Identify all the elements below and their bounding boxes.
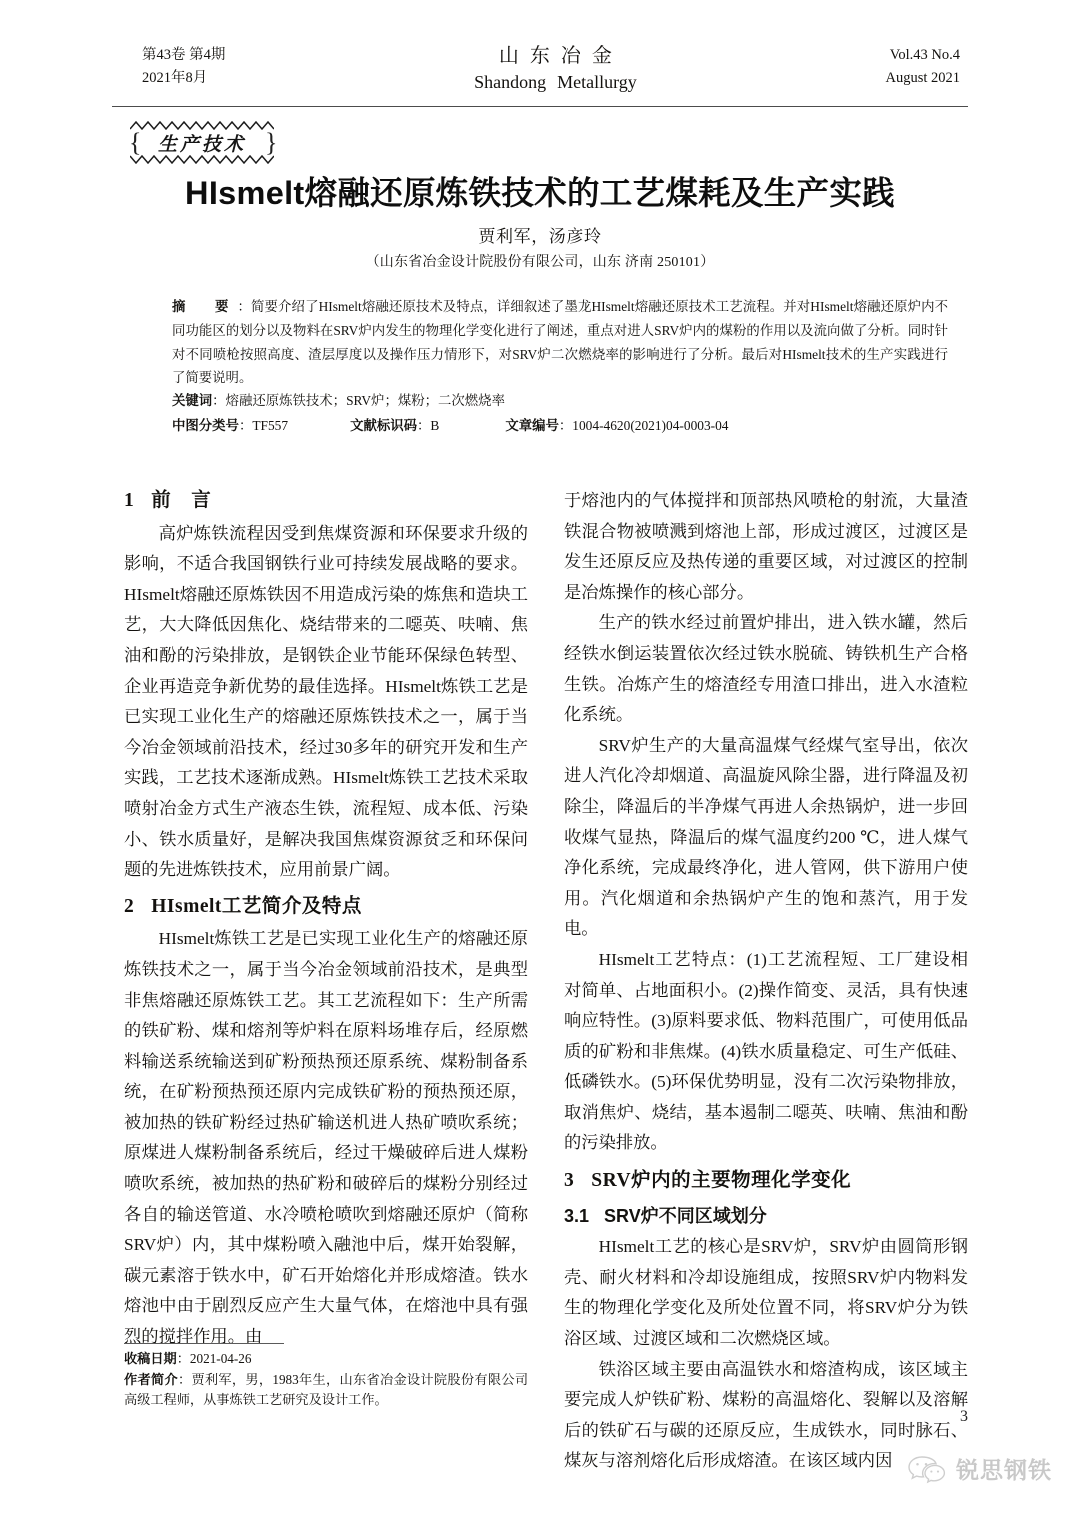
body-column-right bbox=[564, 486, 968, 1477]
clc-number bbox=[172, 414, 288, 437]
article-id-value: ：1004-4620(2021)04-0003-04 bbox=[558, 418, 729, 433]
journal-title-cn: 山东冶金 bbox=[498, 45, 623, 67]
section-heading-3-1 bbox=[564, 1201, 968, 1232]
section-title-1: 前 言 bbox=[151, 490, 212, 511]
received-date-label: 收稿日期 bbox=[124, 1351, 177, 1366]
article-authors: 贾利军，汤彦玲 bbox=[478, 227, 602, 246]
paragraph-s2-1: HIsmelt炼铁工艺是已实现工业化生产的熔融还原炼铁技术之一，属于当今冶金领域前沿技术，是典型非焦熔融还原炼铁工艺。其工艺流程如下：生产所需的铁矿粉、煤和熔剂等炉料在原料场堆存后，经原燃料输送系统输送到矿粉预热预还原系统、煤粉制备系统，在矿粉预热预还原内完成铁矿粉的预热预还原，被加热的铁矿粉经过热矿输送机进人热矿喷吹系统；原煤进人煤粉制备系统后，经过干燥破碎后进人煤粉喷吹系统，被加热的热矿粉和破碎后的煤粉分别经过各自的输送管道、水冷喷枪喷吹到熔融还原炉（简称SRV炉）内，其中煤粉喷入融池中后，煤开始裂解，碳元素溶于铁水中，矿石开始熔化并形成熔渣。铁水熔池中由于剧烈反应产生大量气体，在熔池中具有强烈的搅拌作用。由 bbox=[124, 929, 528, 1347]
abstract-block bbox=[172, 295, 948, 390]
page-number: 3 bbox=[960, 1408, 968, 1425]
article-id-label: 文章编号 bbox=[505, 418, 559, 433]
document-code-label: 文献标识码 bbox=[350, 418, 418, 433]
keywords-line bbox=[172, 389, 948, 412]
volume-issue: 第43卷 第4期 bbox=[142, 47, 226, 63]
issue-date-cn: 2021年8月 bbox=[142, 70, 208, 87]
paragraph-s1-1: 高炉炼铁流程因受到焦煤资源和环保要求升级的影响，不适合我国钢铁行业可持续发展战略的要求。HIsmelt熔融还原炼铁因不用造成污染的炼焦和造块工艺，大大降低因焦化、烧结带来的二噁英、呋喃、焦油和酚的污染排放，是钢铁企业节能环保绿色转型、企业再造竞争新优势的最佳选择。HIsmelt炼铁工艺是已实现工业化生产的熔融还原炼铁技术之一，属于当今冶金领域前沿技术，经过30多年的研究开发和生产实践，工艺技术逐渐成熟。HIsmelt炼铁工艺技术采取喷射冶金方式生产液态生铁，流程短、成本低、污染小、铁水质量好，是解决我国焦煤资源贫乏和环保问题的先进炼铁技术，应用前景广阔。 bbox=[124, 523, 528, 880]
section-heading-2 bbox=[124, 892, 528, 923]
category-badge-label: 生产技术 bbox=[157, 134, 246, 155]
wechat-icon bbox=[907, 1453, 947, 1485]
paragraph-r1: 于熔池内的气体搅拌和顶部热风喷枪的射流，大量渣铁混合物被喷溅到熔池上部，形成过渡区，过渡区是发生还原反应及热传递的重要区域，对过渡区的控制是冶炼操作的核心部分。 bbox=[564, 491, 968, 602]
keywords-text: ：熔融还原炼铁技术；SRV炉；煤粉；二次燃烧率 bbox=[212, 393, 505, 408]
keywords-label: 关键词 bbox=[172, 393, 213, 408]
document-code bbox=[350, 414, 439, 437]
volume-issue-en: Vol.43 No.4 bbox=[889, 47, 960, 63]
section-number-3: 3 bbox=[564, 1170, 575, 1192]
paragraph-r4: HIsmelt工艺特点：(1)工艺流程短、工厂建设相对简单、占地面积小。(2)操作简变、灵活，具有快速响应特性。(3)原料要求低、物料范围广，可使用低品质的矿粉和非焦煤。(4)铁水质量稳定、可生产低硅、低磷铁水。(5)环保优势明显，没有二次污染物排放，取消焦炉、烧结，基本遏制二噁英、呋喃、焦油和酚的污染排放。 bbox=[564, 949, 968, 1153]
article-title: HIsmelt熔融还原炼铁技术的工艺煤耗及生产实践 bbox=[185, 175, 895, 211]
body-column-left bbox=[124, 486, 528, 1353]
article-id bbox=[505, 414, 728, 437]
badge-brace-left-icon: { bbox=[129, 128, 142, 157]
journal-title-en-word2: Metallurgy bbox=[557, 72, 637, 92]
paragraph-s31-2: 铁浴区域主要由高温铁水和熔渣构成，该区域主要完成人炉铁矿粉、煤粉的高温熔化、裂解以及溶解后的铁矿石与碳的还原反应，生成铁水，同时脉石、煤灰与溶剂熔化后形成熔渣。在该区域内因 bbox=[564, 1359, 968, 1471]
author-bio-value: ：贾利军，男，1983年生，山东省冶金设计院股份有限公司高级工程师，从事炼铁工艺研究及设计工作。 bbox=[124, 1371, 529, 1407]
clc-value: ：TF557 bbox=[238, 418, 289, 433]
masthead-center bbox=[225, 44, 885, 94]
identifiers-line bbox=[172, 414, 948, 437]
watermark bbox=[907, 1452, 1052, 1485]
clc-label: 中图分类号 bbox=[172, 418, 239, 433]
paragraph-r2: 生产的铁水经过前置炉排出，进入铁水罐，然后经铁水倒运装置依次经过铁水脱硫、铸铁机生产合格生铁。冶炼产生的熔渣经专用渣口排出，进入水渣粒化系统。 bbox=[564, 613, 968, 725]
footnote-divider bbox=[124, 1343, 284, 1344]
badge-brace-right-icon: } bbox=[265, 128, 278, 157]
section-title-2: HIsmelt工艺简介及特点 bbox=[151, 895, 362, 917]
section-heading-1 bbox=[124, 486, 528, 517]
masthead-left bbox=[112, 44, 225, 91]
issue-date-en: August 2021 bbox=[885, 70, 960, 87]
section-number-2: 2 bbox=[124, 895, 135, 917]
author-affiliation: （山东省冶金设计院股份有限公司，山东 济南 250101） bbox=[365, 255, 715, 270]
section-number-3-1: 3.1 bbox=[564, 1205, 590, 1226]
section-title-3-1: SRV炉不同区域划分 bbox=[604, 1205, 767, 1226]
section-title-3: SRV炉内的主要物理化学变化 bbox=[591, 1170, 852, 1192]
watermark-label: 锐思钢铁 bbox=[956, 1457, 1052, 1483]
received-date-value: ：2021-04-26 bbox=[176, 1351, 252, 1366]
document-code-value: ：B bbox=[417, 418, 440, 433]
category-badge bbox=[128, 120, 276, 165]
header-divider bbox=[112, 106, 968, 107]
abstract-text: ：简要介绍了HIsmelt熔融还原技术及特点，详细叙述了墨龙HIsmelt熔融还原技术工艺流程。并对HIsmelt熔融还原炉内不同功能区的划分以及物料在SRV炉内发生的物理化学变化进行了阐述，重点对进人SRV炉内的煤粉的作用以及流向做了分析。同时针对不同喷枪按照高度、渣层厚度以及操作压力情形下，对SRV炉二次燃烧率的影响进行了分析。最后对HIsmelt技术的生产实践进行了简要说明。 bbox=[172, 299, 949, 386]
masthead-right bbox=[885, 44, 968, 91]
paragraph-r3: SRV炉生产的大量高温煤气经煤气室导出，依次进人汽化冷却烟道、高温旋风除尘器，进行降温及初除尘，降温后的半净煤气再进人余热锅炉，进一步回收煤气显热，降温后的煤气温度约200 ℃，进人煤气净化系统，完成最终净化，进人管网，供下游用户使用。汽化烟道和余热锅炉产生的饱和蒸汽，用于发电。 bbox=[564, 735, 968, 939]
author-bio-label: 作者简介 bbox=[124, 1371, 178, 1387]
journal-title-en-word1: Shandong bbox=[474, 72, 547, 92]
masthead bbox=[112, 44, 968, 106]
section-number-1: 1 bbox=[124, 490, 135, 511]
abstract-label: 摘 要 bbox=[172, 299, 237, 314]
section-heading-3 bbox=[564, 1166, 968, 1197]
journal-title-en bbox=[225, 71, 885, 94]
footnote-block bbox=[124, 1343, 528, 1411]
badge-wave-bottom-icon bbox=[130, 155, 274, 164]
author-bio bbox=[124, 1370, 528, 1411]
paragraph-s31-1: HIsmelt工艺的核心是SRV炉，SRV炉由圆筒形钢壳、耐火材料和冷却设施组成，按照SRV炉内物料发生的物理化学变化及所处位置不同，将SRV炉分为铁浴区域、过渡区域和二次燃烧区域。 bbox=[564, 1237, 968, 1349]
received-date bbox=[124, 1349, 528, 1370]
